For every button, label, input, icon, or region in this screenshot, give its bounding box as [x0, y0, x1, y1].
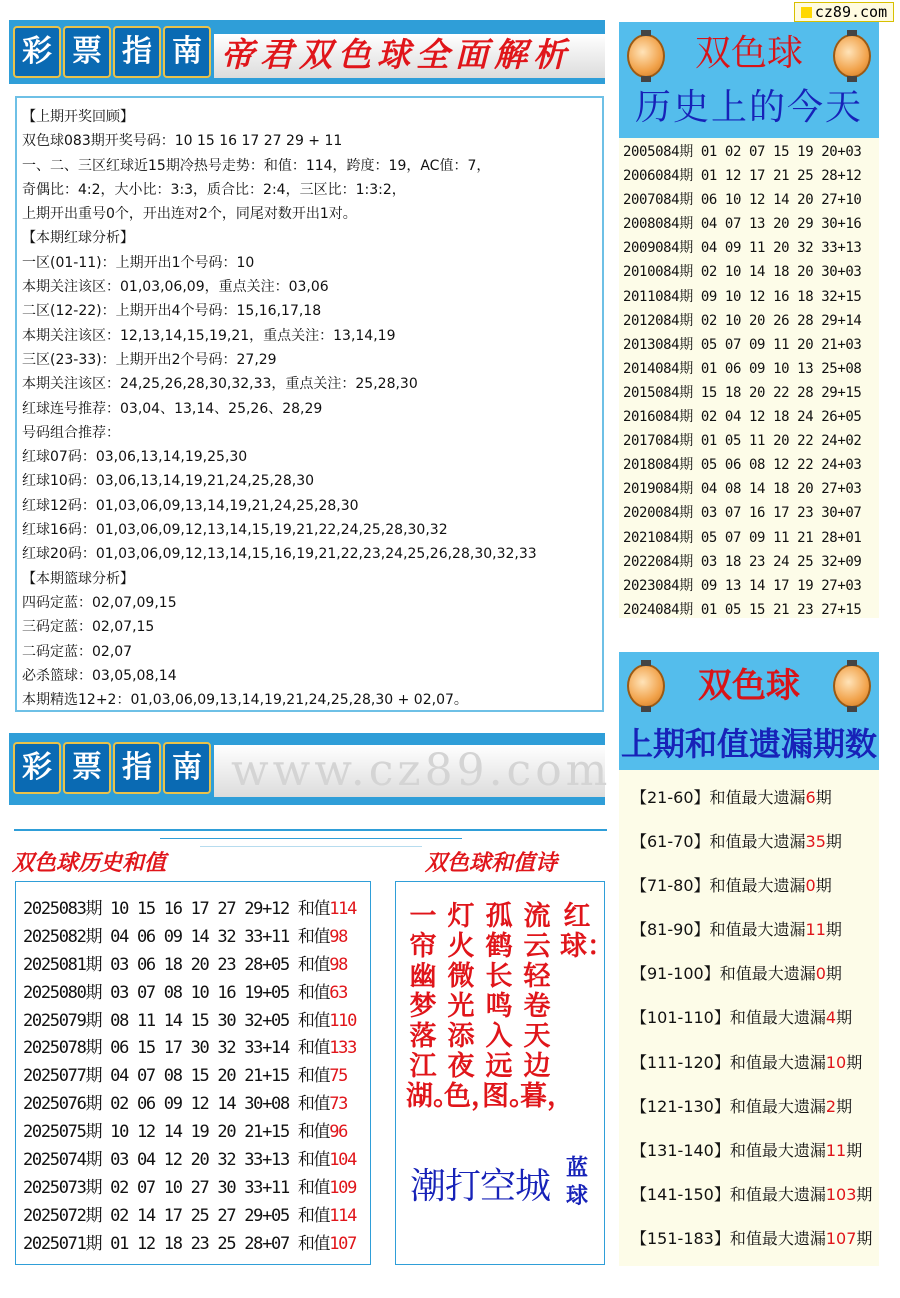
sum-history-row	[23, 1035, 370, 1063]
sum-history-row	[23, 980, 370, 1008]
header-tile: 南	[163, 742, 211, 794]
sum-history-row	[23, 1091, 370, 1119]
header-tile: 指	[113, 742, 161, 794]
poem-blue-label: 蓝球	[565, 1155, 588, 1209]
history-today-row: 2013084期 05 07 09 11 20 21+03	[623, 336, 862, 353]
poem-column: 孤鹤长鸣入远图。	[482, 901, 536, 1112]
analysis-panel	[15, 96, 604, 712]
sum-history-label: 和值	[297, 1150, 330, 1171]
sum-history-draw: 2025076期 02 06 09 12 14 30+08	[23, 1094, 298, 1115]
history-today-row: 2019084期 04 08 14 18 20 27+03	[623, 481, 862, 498]
sum-omission-unit: 期	[836, 1096, 853, 1116]
analysis-line: 一区(01-11)：上期开出1个号码：10	[22, 254, 255, 271]
sum-omission-range: 【61-70】	[631, 832, 710, 852]
analysis-line: 本期关注该区：01,03,06,09，重点关注：03,06	[22, 279, 329, 296]
sum-omission-subtitle: 上期和值遗漏期数	[620, 725, 877, 763]
sum-history-value: 96	[329, 1122, 348, 1143]
history-today-subtitle: 历史上的今天	[634, 87, 863, 128]
analysis-line: 红球16码：01,03,06,09,12,13,14,15,19,21,22,24,25,28,30,32	[22, 522, 448, 539]
sum-history-draw: 2025075期 10 12 14 19 20 21+15	[23, 1122, 298, 1143]
site-badge[interactable]: cz89.com	[794, 2, 894, 22]
sum-history-label: 和值	[297, 1233, 330, 1254]
sum-history-row	[23, 1231, 370, 1259]
sum-omission-range: 【91-100】	[631, 964, 720, 984]
sum-history-row	[23, 1175, 370, 1203]
analysis-line: 【本期篮球分析】	[22, 570, 134, 587]
sum-history-label: 和值	[297, 1122, 330, 1143]
sum-history-row	[23, 1063, 370, 1091]
sum-history-label: 和值	[297, 1205, 330, 1226]
lantern-icon	[833, 664, 871, 708]
sum-omission-label: 和值最大遗漏	[729, 1052, 826, 1072]
page-title: 帝君双色球全面解析	[221, 35, 572, 74]
sum-history-value: 73	[329, 1094, 348, 1115]
sum-history-label: 和值	[297, 1038, 330, 1059]
sum-history-row	[23, 1008, 370, 1036]
sum-history-row	[23, 896, 370, 924]
lantern-icon	[627, 34, 665, 78]
sum-omission-unit: 期	[825, 832, 842, 852]
sum-omission-list	[619, 770, 879, 1266]
analysis-line: 上期开出重号0个，开出连对2个，同尾对数开出1对。	[22, 206, 357, 223]
history-today-row: 2020084期 03 07 16 17 23 30+07	[623, 505, 862, 522]
poem-answer: 潮打空城	[410, 1166, 551, 1207]
history-today-row: 2006084期 01 12 17 21 25 28+12	[623, 168, 862, 185]
analysis-line: 红球连号推荐：03,04、13,14、25,26、28,29	[22, 400, 323, 417]
analysis-line: 二码定蓝：02,07	[22, 643, 133, 660]
sum-omission-value: 10	[825, 1052, 847, 1072]
analysis-line: 本期关注该区：12,13,14,15,19,21，重点关注：13,14,19	[22, 327, 396, 344]
sum-history-draw: 2025071期 01 12 18 23 25 28+07	[23, 1233, 298, 1254]
history-today-row: 2014084期 01 06 09 10 13 25+08	[623, 360, 862, 377]
header-analysis	[9, 20, 605, 84]
sum-omission-value: 0	[805, 876, 816, 896]
sum-omission-unit: 期	[825, 920, 842, 940]
sum-history-label: 和值	[297, 926, 330, 947]
history-today-row: 2010084期 02 10 14 18 20 30+03	[623, 264, 862, 281]
sum-history-row	[23, 1147, 370, 1175]
sum-history-draw: 2025081期 03 06 18 20 23 28+05	[23, 954, 298, 975]
sum-omission-value: 11	[825, 1140, 847, 1160]
history-today-row: 2016084期 02 04 12 18 24 26+05	[623, 409, 862, 426]
header-tile: 彩	[13, 26, 61, 78]
sum-omission-value: 2	[825, 1096, 837, 1116]
analysis-line: 一、二、三区红球近15期冷热号走势：和值：114，跨度：19，AC值：7，	[22, 157, 491, 174]
sum-history-list	[15, 881, 371, 1265]
sum-omission-value: 0	[815, 964, 826, 984]
header-tile: 指	[113, 26, 161, 78]
sum-omission-label: 和值最大遗漏	[709, 876, 806, 896]
sum-history-value: 110	[329, 1010, 357, 1031]
history-today-row: 2021084期 05 07 09 11 21 28+01	[623, 529, 862, 546]
sum-history-draw: 2025077期 04 07 08 15 20 21+15	[23, 1066, 298, 1087]
history-today-row: 2017084期 01 05 11 20 22 24+02	[623, 433, 862, 450]
sum-omission-value: 107	[825, 1228, 857, 1248]
history-today-row: 2022084期 03 18 23 24 25 32+09	[623, 553, 862, 570]
history-today-row: 2023084期 09 13 14 17 19 27+03	[623, 577, 862, 594]
poem-column: 灯火微光添夜色，	[444, 901, 498, 1112]
analysis-line: 本期关注该区：24,25,26,28,30,32,33，重点关注：25,28,30	[22, 376, 418, 393]
sum-history-value: 98	[329, 954, 348, 975]
sum-omission-unit: 期	[815, 788, 832, 807]
poem-column: 流云轻卷天边暮，	[520, 901, 574, 1112]
sum-omission-row	[631, 952, 879, 996]
analysis-line: 本期精选12+2：01,03,06,09,13,14,19,21,24,25,28,30 + 02,07。	[22, 692, 468, 709]
analysis-line: 红球10码：03,06,13,14,19,21,24,25,28,30	[22, 473, 315, 490]
poem-column: 一帘幽梦落江湖。	[406, 901, 460, 1112]
sum-history-label: 和值	[297, 899, 330, 919]
sum-omission-unit: 期	[846, 1140, 863, 1160]
analysis-line: 三码定蓝：02,07,15	[22, 619, 155, 636]
sum-history-value: 63	[329, 982, 348, 1003]
history-today-row: 2005084期 01 02 07 15 19 20+03	[623, 144, 862, 160]
sum-history-draw: 2025083期 10 15 16 17 27 29+12	[23, 899, 298, 919]
sum-history-value: 104	[329, 1150, 357, 1171]
sum-omission-label: 和值最大遗漏	[729, 1008, 826, 1028]
sum-omission-label: 和值最大遗漏	[709, 920, 806, 940]
sum-history-draw: 2025082期 04 06 09 14 32 33+11	[23, 926, 298, 947]
analysis-line: 红球12码：01,03,06,09,13,14,19,21,24,25,28,30	[22, 497, 359, 514]
sum-history-label: 和值	[297, 1066, 330, 1087]
sum-omission-label: 和值最大遗漏	[709, 788, 806, 807]
sum-omission-label: 和值最大遗漏	[729, 1096, 826, 1116]
sum-omission-row	[631, 1129, 879, 1173]
sum-omission-unit: 期	[856, 1228, 873, 1248]
analysis-line: 三区(23-33)：上期开出2个号码：27,29	[22, 351, 277, 368]
analysis-line: 【上期开奖回顾】	[22, 109, 134, 125]
lantern-icon	[833, 34, 871, 78]
history-today-row: 2011084期 09 10 12 16 18 32+15	[623, 288, 862, 305]
sum-omission-value: 6	[805, 788, 816, 807]
sum-history-title: 双色球历史和值	[12, 850, 167, 876]
analysis-line: 奇偶比：4:2，大小比：3:3，质合比：2:4，三区比：1:3:2，	[22, 181, 406, 198]
analysis-line: 双色球083期开奖号码：10 15 16 17 27 29 + 11	[22, 133, 343, 150]
sum-omission-row	[631, 1041, 879, 1085]
sum-history-value: 133	[329, 1038, 357, 1059]
sum-omission-range: 【71-80】	[631, 876, 710, 896]
sum-omission-range: 【151-183】	[631, 1228, 730, 1248]
sum-history-label: 和值	[297, 1177, 330, 1198]
sum-omission-unit: 期	[856, 1184, 873, 1204]
sum-omission-row	[631, 1217, 879, 1261]
sum-omission-value: 4	[825, 1008, 837, 1028]
sum-history-row	[23, 1119, 370, 1147]
sum-poem-panel	[395, 881, 614, 1265]
site-url-watermark[interactable]: www.cz89.com	[231, 745, 612, 796]
sum-history-draw: 2025074期 03 04 12 20 32 33+13	[23, 1150, 298, 1171]
sum-omission-range: 【101-110】	[631, 1008, 730, 1028]
sum-omission-unit: 期	[836, 1008, 853, 1028]
analysis-line: 二区(12-22)：上期开出4个号码：15,16,17,18	[22, 303, 322, 320]
sum-history-draw: 2025072期 02 14 17 25 27 29+05	[23, 1205, 298, 1226]
sum-omission-range: 【81-90】	[631, 920, 710, 940]
analysis-line: 【本期红球分析】	[22, 230, 134, 247]
sum-omission-range: 【111-120】	[631, 1052, 730, 1072]
sum-poem-title: 双色球和值诗	[425, 850, 558, 876]
header-tile: 彩	[13, 742, 61, 794]
sum-history-label: 和值	[297, 1010, 330, 1031]
sum-history-label: 和值	[297, 1094, 330, 1115]
lantern-icon	[627, 664, 665, 708]
divider	[200, 846, 422, 847]
analysis-line: 号码组合推荐：	[22, 424, 120, 441]
sum-omission-value: 11	[805, 920, 826, 940]
sum-omission-range: 【141-150】	[631, 1184, 730, 1204]
history-today-row: 2024084期 01 05 15 21 23 27+15	[623, 601, 862, 618]
history-today-row: 2012084期 02 10 20 26 28 29+14	[623, 312, 862, 329]
header-tile: 票	[63, 26, 111, 78]
sum-history-row	[23, 1203, 370, 1231]
sum-omission-row	[631, 1173, 879, 1217]
sum-history-row	[23, 924, 370, 952]
sum-omission-row	[631, 820, 879, 864]
sum-history-label: 和值	[297, 982, 330, 1003]
sum-history-value: 114	[329, 899, 357, 919]
sum-history-value: 98	[329, 926, 348, 947]
sum-omission-label: 和值最大遗漏	[719, 964, 816, 984]
sum-history-draw: 2025080期 03 07 08 10 16 19+05	[23, 982, 298, 1003]
analysis-line: 红球07码：03,06,13,14,19,25,30	[22, 449, 248, 466]
sum-history-row	[23, 952, 370, 980]
sum-omission-label: 和值最大遗漏	[729, 1228, 826, 1248]
history-today-row: 2015084期 15 18 20 22 28 29+15	[623, 384, 862, 401]
sum-history-draw: 2025073期 02 07 10 27 30 33+11	[23, 1177, 298, 1198]
sum-omission-row	[631, 864, 879, 908]
sum-history-draw: 2025079期 08 11 14 15 30 32+05	[23, 1010, 298, 1031]
sum-history-draw: 2025078期 06 15 17 30 32 33+14	[23, 1038, 298, 1059]
sum-omission-value: 35	[805, 832, 826, 852]
poem-column: 红球：	[560, 901, 614, 962]
history-today-row: 2008084期 04 07 13 20 29 30+16	[623, 216, 862, 233]
sum-omission-label: 和值最大遗漏	[729, 1140, 826, 1160]
sum-omission-row	[631, 908, 879, 952]
history-today-title: 双色球	[694, 33, 803, 74]
header-tile: 南	[163, 26, 211, 78]
sum-omission-unit: 期	[846, 1052, 863, 1072]
sum-history-label: 和值	[297, 954, 330, 975]
analysis-line: 红球20码：01,03,06,09,12,13,14,15,16,19,21,22,23,24,25,26,28,30,32,33	[22, 546, 537, 563]
sum-omission-range: 【21-60】	[631, 788, 710, 807]
sum-omission-unit: 期	[815, 876, 832, 896]
history-today-row: 2009084期 04 09 11 20 32 33+13	[623, 240, 862, 257]
sum-history-value: 114	[329, 1205, 357, 1226]
sum-omission-range: 【121-130】	[631, 1096, 730, 1116]
sum-omission-header	[619, 652, 879, 770]
history-today-row: 2007084期 06 10 12 14 20 27+10	[623, 192, 862, 209]
analysis-line: 必杀篮球：03,05,08,14	[22, 667, 177, 684]
sum-omission-value: 103	[825, 1184, 857, 1204]
sum-history-value: 109	[329, 1177, 357, 1198]
divider	[14, 829, 607, 831]
sum-history-value: 107	[329, 1233, 357, 1254]
sum-omission-row	[631, 1085, 879, 1129]
sum-omission-unit: 期	[825, 964, 842, 984]
sum-omission-label: 和值最大遗漏	[729, 1184, 826, 1204]
history-today-list	[619, 138, 879, 618]
sum-history-value: 75	[329, 1066, 348, 1087]
header-site	[9, 733, 612, 805]
history-today-row: 2018084期 05 06 08 12 22 24+03	[623, 457, 862, 474]
sum-omission-row	[631, 996, 879, 1040]
sum-omission-range: 【131-140】	[631, 1140, 730, 1160]
analysis-line: 四码定蓝：02,07,09,15	[22, 594, 177, 611]
header-tile: 票	[63, 742, 111, 794]
history-today-header	[619, 22, 879, 138]
sum-omission-label: 和值最大遗漏	[709, 832, 806, 852]
sum-omission-title: 双色球	[698, 666, 800, 706]
divider	[160, 838, 462, 839]
badge-square-icon	[801, 7, 812, 18]
sum-omission-row	[631, 776, 879, 820]
